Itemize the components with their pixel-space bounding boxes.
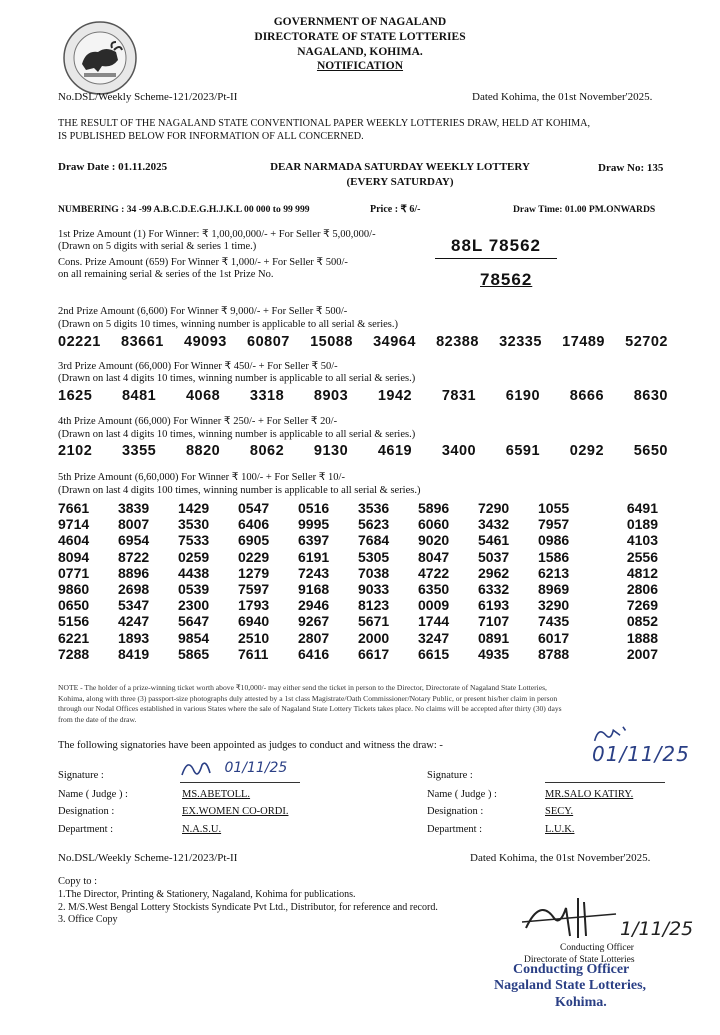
fifth-prize-number: 7661 [58,500,90,516]
footer-dated: Dated Kohima, the 01st November'2025. [470,852,651,864]
note-line-4: from the date of the draw. [58,714,137,724]
handwritten-date: 01/11/25 [592,742,690,766]
fourth-prize-number: 9130 [313,443,349,459]
second-prize-number: 15088 [310,334,353,350]
second-prize-number: 02221 [58,334,101,350]
fifth-prize-number: 0189 [626,516,658,533]
left-name-label: Name ( Judge ) : [58,789,128,800]
third-prize-number: 1942 [377,388,413,404]
fourth-prize-number: 0292 [569,443,605,459]
left-judge-name: MS.ABETOLL. [182,789,251,800]
fourth-prize-number: 8820 [185,443,221,459]
fifth-prize-number: 1793 [238,597,270,614]
fifth-prize-number: 4604 [58,532,90,549]
third-prize-number: 8903 [313,388,349,404]
third-prize-number: 4068 [185,388,221,404]
fifth-prize-number: 7107 [478,613,510,630]
fifth-prize-number: 8969 [538,581,570,598]
fifth-prize-number: 5671 [358,613,390,630]
fifth-prize-number: 1893 [118,629,150,646]
first-prize-line-1: 1st Prize Amount (1) For Winner: ₹ 1,00,00,000/- + For Seller ₹ 5,00,000/- [58,229,376,240]
signatories-intro: The following signatories have been appointed as judges to conduct and witness the draw: - [58,740,443,751]
fifth-prize-number: 0259 [178,548,210,565]
fifth-prize-number: 6905 [238,532,270,549]
third-prize-number: 8666 [569,388,605,404]
fifth-prize-number: 6221 [58,629,90,646]
fifth-prize-number: 7684 [358,532,390,549]
fifth-prize-number: 7290 [478,500,510,516]
fifth-prize-number: 6397 [298,532,330,549]
third-prize-number: 3318 [249,388,285,404]
ref-number: No.DSL/Weekly Scheme-121/2023/Pt-II [58,91,238,103]
fifth-prize-grid [58,500,658,662]
third-prize-line-2: (Drawn on last 4 digits 10 times, winning number is applicable to all serial & series.) [58,373,416,384]
second-prize-number: 83661 [121,334,164,350]
first-prize-winner: 88L 78562 [435,236,557,259]
first-prize-line-2: (Drawn on 5 digits with serial & series 1 time.) [58,241,257,252]
price: Price : ₹ 6/- [370,204,421,215]
fifth-prize-number: 8896 [118,564,150,581]
fifth-prize-number: 8007 [118,516,150,533]
fifth-prize-number: 2300 [178,597,210,614]
fifth-prize-number: 5305 [358,548,390,565]
fifth-prize-number: 3247 [418,629,450,646]
second-prize-number: 17489 [562,334,605,350]
fifth-prize-number: 1055 [538,500,570,516]
fifth-prize-number: 5037 [478,548,510,565]
fifth-prize-number: 1888 [626,629,658,646]
third-prize-number: 6190 [505,388,541,404]
fifth-prize-number: 0547 [238,500,270,516]
fifth-prize-number: 6954 [118,532,150,549]
third-prize-number: 7831 [441,388,477,404]
fourth-prize-line-1: 4th Prize Amount (66,000) For Winner ₹ 250/- + For Seller ₹ 20/- [58,416,338,427]
fifth-prize-number: 0650 [58,597,90,614]
left-sign-date: 01/11/25 [224,760,288,776]
fifth-prize-number: 7533 [178,532,210,549]
left-designation-label: Designation : [58,806,115,817]
fifth-prize-number: 4103 [626,532,658,549]
fifth-prize-number: 7957 [538,516,570,533]
second-prize-number: 49093 [184,334,227,350]
fifth-prize-number: 6193 [478,597,510,614]
cons-prize-line-1: Cons. Prize Amount (659) For Winner ₹ 1,000/- + For Seller ₹ 500/- [58,257,348,268]
left-signature-label: Signature : [58,770,104,781]
copy-item: 1.The Director, Printing & Stationery, Nagaland, Kohima for publications. [58,889,356,900]
copy-list [58,889,438,927]
draw-time: Draw Time: 01.00 PM.ONWARDS [513,204,656,215]
note-line-2: Kohima, along with three (3) passport-size photographs duly attested by a 1st class Magistrate/Oath Commissioner/Notary Public, or present his/her claim in person [58,693,558,703]
right-judge-name: MR.SALO KATIRY. [545,789,634,800]
third-prize-numbers [58,388,668,404]
numbering: NUMBERING : 34 -99 A.B.C.D.E.G.H.J.K.L 00 000 to 99 999 [58,204,310,215]
fifth-prize-number: 7269 [626,597,658,614]
fifth-prize-number: 6617 [358,645,390,662]
fifth-prize-line-2: (Drawn on last 4 digits 100 times, winning number is applicable to all serial & series.) [58,485,421,496]
fifth-prize-number: 8722 [118,548,150,565]
second-prize-number: 60807 [247,334,290,350]
fifth-prize-number: 1429 [178,500,210,516]
right-judge-designation: SECY. [545,806,574,817]
right-signature-line [545,782,665,783]
fifth-prize-line-1: 5th Prize Amount (6,60,000) For Winner ₹ 100/- + For Seller ₹ 10/- [58,472,345,483]
officer-dept: Directorate of State Lotteries [524,955,635,965]
fifth-prize-number: 6017 [538,629,570,646]
fifth-prize-number: 9020 [418,532,450,549]
fifth-prize-number: 7038 [358,564,390,581]
fifth-prize-number: 6416 [298,645,330,662]
third-prize-line-1: 3rd Prize Amount (66,000) For Winner ₹ 450/- + For Seller ₹ 50/- [58,361,338,372]
fifth-prize-number: 2698 [118,581,150,598]
fifth-prize-number: 2806 [626,581,658,598]
fifth-prize-number: 6350 [418,581,450,598]
fifth-prize-number: 6191 [298,548,330,565]
right-designation-label: Designation : [427,806,484,817]
second-prize-number: 52702 [625,334,668,350]
fifth-prize-number: 8419 [118,645,150,662]
fourth-prize-number: 6591 [505,443,541,459]
fourth-prize-number: 5650 [633,443,668,459]
fifth-prize-number: 6213 [538,564,570,581]
officer-sign-date: 1/11/25 [620,918,694,940]
cons-prize-number: 78562 [480,270,533,289]
fifth-prize-number: 2510 [238,629,270,646]
fifth-prize-number: 1586 [538,548,570,565]
third-prize-number: 8630 [633,388,668,404]
fifth-prize-number: 3536 [358,500,390,516]
draw-date: Draw Date : 01.11.2025 [58,161,168,173]
fifth-prize-number: 6406 [238,516,270,533]
left-signature-line [180,782,300,783]
fifth-prize-number: 2946 [298,597,330,614]
fifth-prize-number: 9714 [58,516,90,533]
second-prize-numbers [58,334,668,350]
fourth-prize-numbers [58,443,668,459]
fifth-prize-number: 5865 [178,645,210,662]
fifth-prize-number: 8123 [358,597,390,614]
fifth-prize-number: 0229 [238,548,270,565]
fifth-prize-number: 0539 [178,581,210,598]
fifth-prize-number: 1744 [418,613,450,630]
fourth-prize-number: 2102 [58,443,93,459]
fifth-prize-number: 6491 [626,500,658,516]
fifth-prize-number: 9854 [178,629,210,646]
fifth-prize-number: 9860 [58,581,90,598]
copy-item: 2. M/S.West Bengal Lottery Stockists Syndicate Pvt Ltd., Distributor, for reference and record. [58,901,438,913]
right-department-label: Department : [427,824,483,835]
fifth-prize-number: 8047 [418,548,450,565]
footer-ref: No.DSL/Weekly Scheme-121/2023/Pt-II [58,852,238,864]
fifth-prize-number: 7435 [538,613,570,630]
draw-number: Draw No: 135 [598,162,664,174]
fifth-prize-number: 6332 [478,581,510,598]
left-judge-department: N.A.S.U. [182,824,222,835]
fifth-prize-number: 2007 [626,645,658,662]
fifth-prize-number: 7243 [298,564,330,581]
fifth-prize-number: 0516 [298,500,330,516]
fifth-prize-number: 0891 [478,629,510,646]
note-line-1: NOTE - The holder of a prize-winning ticket worth above ₹10,000/- may either send the ticket in person to the Director, Directorate of Nagaland State Lotteries, [58,683,547,692]
note-line-3: through our Nodal Offices established in various States where the sale of Nagaland State Lottery Tickets takes place. No claims will be accepted after thirty (30) days [58,704,562,713]
fifth-prize-number: 9267 [298,613,330,630]
copy-item: 3. Office Copy [58,914,118,925]
intro-line-2: IS PUBLISHED BELOW FOR INFORMATION OF ALL CONCERNED. [58,131,364,142]
third-prize-number: 1625 [58,388,93,404]
right-name-label: Name ( Judge ) : [427,789,497,800]
fourth-prize-number: 8062 [249,443,285,459]
fifth-prize-number: 2962 [478,564,510,581]
fifth-prize-number: 6615 [418,645,450,662]
third-prize-number: 8481 [121,388,157,404]
fifth-prize-number: 7611 [238,645,269,662]
header-line-1: GOVERNMENT OF NAGALAND [273,16,447,28]
fifth-prize-number: 7597 [238,581,270,598]
fifth-prize-number: 2807 [298,629,330,646]
fifth-prize-number: 5156 [58,613,90,630]
fifth-prize-number: 5647 [178,613,210,630]
fifth-prize-number: 2556 [626,548,658,565]
cons-prize-line-2: on all remaining serial & series of the 1st Prize No. [58,269,274,280]
lottery-title: DEAR NARMADA SATURDAY WEEKLY LOTTERY [270,161,530,173]
second-prize-line-2: (Drawn on 5 digits 10 times, winning number is applicable to all serial & series.) [58,319,399,330]
stamp-line-3: Kohima. [555,995,607,1010]
fifth-prize-number: 4935 [478,645,510,662]
fifth-prize-number: 5461 [478,532,510,549]
fifth-prize-number: 4722 [418,564,450,581]
fifth-prize-number: 9033 [358,581,390,598]
fifth-prize-number: 9995 [298,516,330,533]
fifth-prize-number: 4812 [626,564,658,581]
fifth-prize-number: 0852 [626,613,658,630]
fifth-prize-number: 4438 [178,564,210,581]
second-prize-number: 34964 [373,334,416,350]
stamp-line-1: Conducting Officer [513,962,630,977]
intro-line-1: THE RESULT OF THE NAGALAND STATE CONVENTIONAL PAPER WEEKLY LOTTERIES DRAW, HELD AT KOHIMA, [58,118,591,129]
fourth-prize-number: 3355 [121,443,157,459]
fourth-prize-line-2: (Drawn on last 4 digits 10 times, winning number is applicable to all serial & series.) [58,429,416,440]
fifth-prize-number: 4247 [118,613,150,630]
fifth-prize-number: 0771 [58,564,90,581]
fifth-prize-number: 5347 [118,597,150,614]
fifth-prize-number: 6940 [238,613,270,630]
fifth-prize-number: 5623 [358,516,390,533]
fifth-prize-number: 3290 [538,597,570,614]
fifth-prize-number: 7288 [58,645,90,662]
fourth-prize-number: 3400 [441,443,477,459]
fourth-prize-number: 4619 [377,443,413,459]
fifth-prize-number: 6060 [418,516,450,533]
fifth-prize-number: 3839 [118,500,150,516]
fifth-prize-number: 3432 [478,516,510,533]
fifth-prize-number: 0009 [418,597,450,614]
fifth-prize-number: 2000 [358,629,390,646]
fifth-prize-number: 5896 [418,500,450,516]
fifth-prize-number: 9168 [298,581,330,598]
second-prize-number: 82388 [436,334,479,350]
fifth-prize-number: 8788 [538,645,570,662]
copy-to-label: Copy to : [58,876,98,887]
fifth-prize-number: 3530 [178,516,210,533]
ref-dated: Dated Kohima, the 01st November'2025. [472,91,653,103]
fifth-prize-number: 1279 [238,564,270,581]
second-prize-line-1: 2nd Prize Amount (6,600) For Winner ₹ 9,000/- + For Seller ₹ 500/- [58,306,348,317]
left-judge-designation: EX.WOMEN CO-ORDI. [182,806,289,817]
stamp-line-2: Nagaland State Lotteries, [494,978,647,993]
header-line-2: DIRECTORATE OF STATE LOTTERIES [254,31,466,43]
fifth-prize-number: 0986 [538,532,570,549]
right-signature-label: Signature : [427,770,473,781]
header-line-3: NAGALAND, KOHIMA. [297,46,423,58]
officer-title: Conducting Officer [560,943,634,953]
note-block [58,683,670,725]
left-department-label: Department : [58,824,114,835]
fifth-prize-number: 8094 [58,548,90,565]
second-prize-number: 32335 [499,334,542,350]
header-notification: NOTIFICATION [316,60,404,72]
lottery-subtitle: (EVERY SATURDAY) [346,176,454,188]
right-judge-department: L.U.K. [545,824,575,835]
left-signature [180,755,287,781]
